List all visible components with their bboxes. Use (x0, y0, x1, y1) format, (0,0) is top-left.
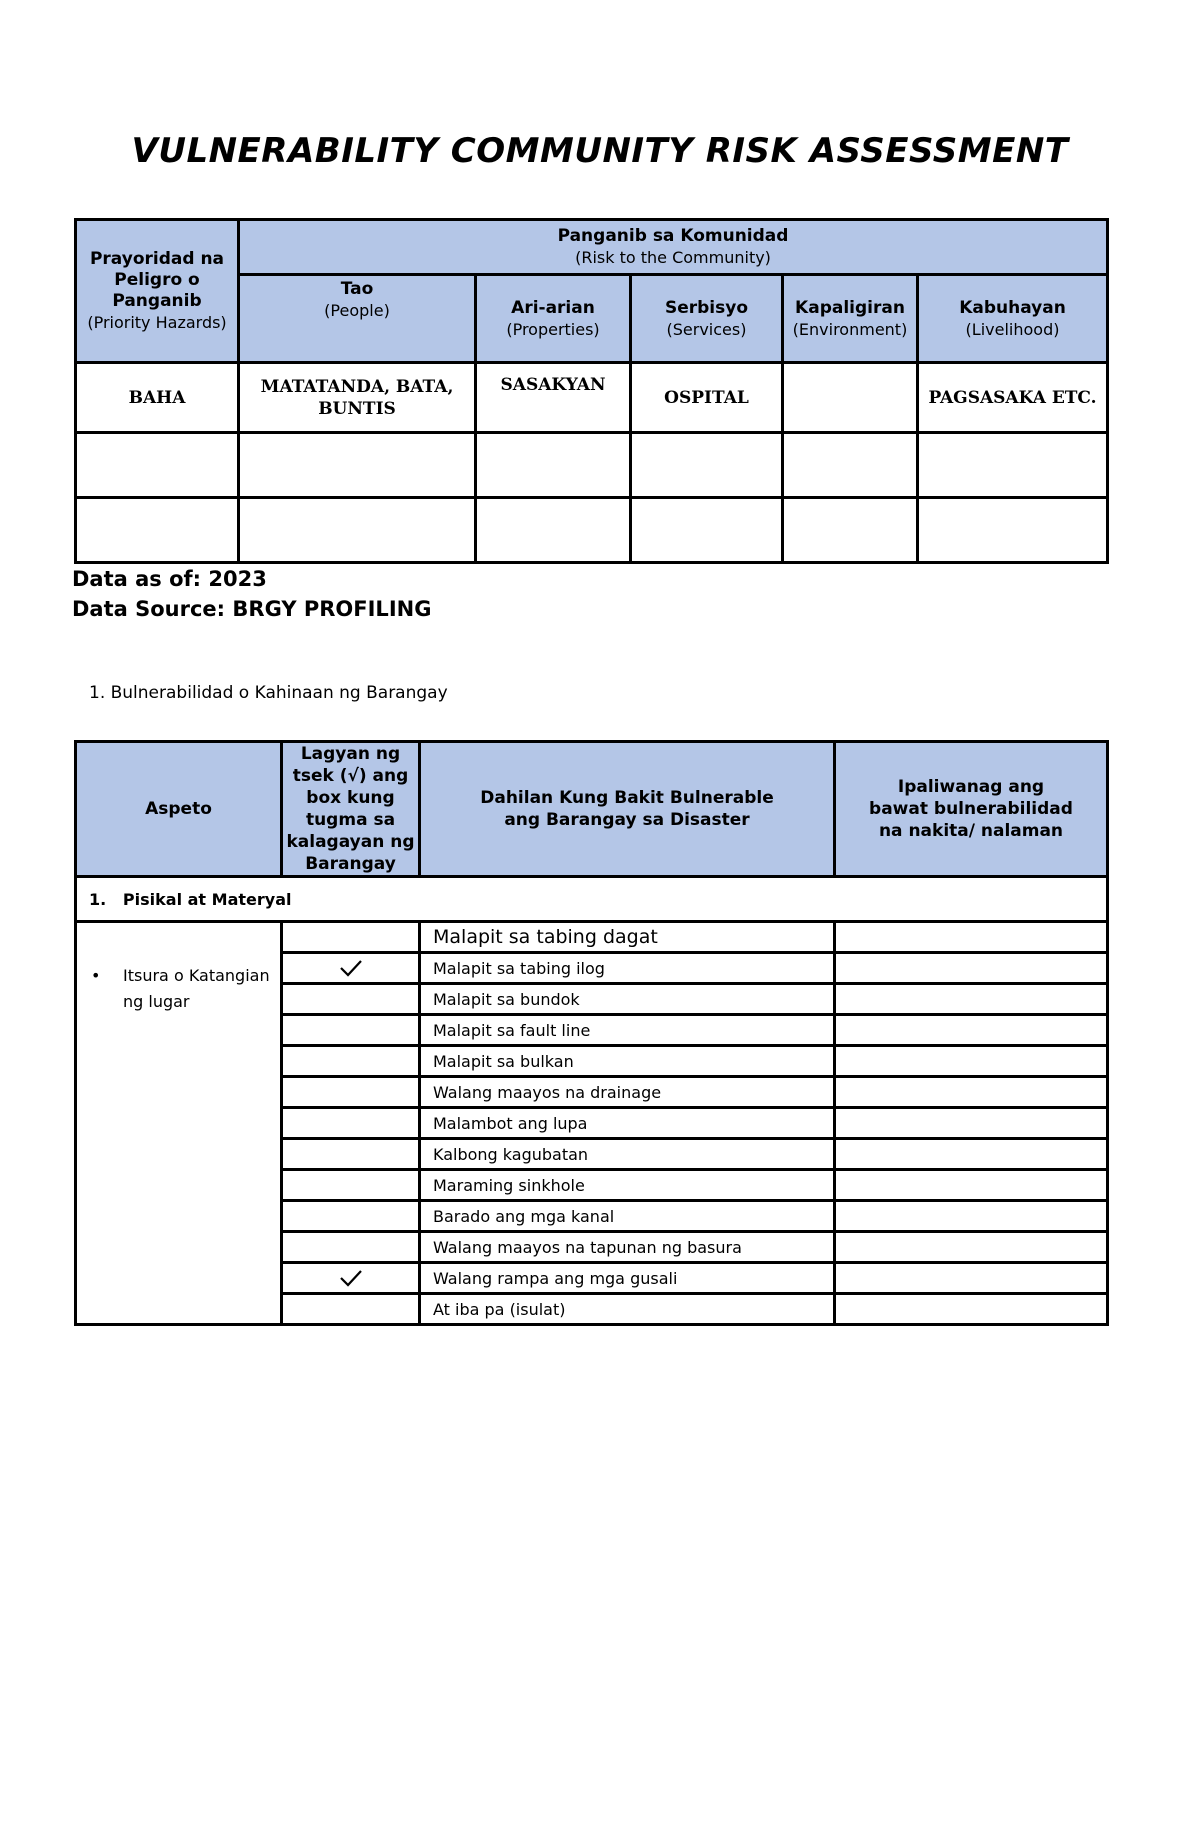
explanation-cell[interactable] (835, 984, 1108, 1015)
vulnerability-item-label: Malambot ang lupa (420, 1108, 835, 1139)
table-cell (631, 433, 783, 498)
table-row (76, 433, 1108, 498)
col-header-services: Serbisyo (Services) (631, 275, 783, 363)
bullet-icon: • (91, 966, 101, 985)
aspect-cell (76, 922, 282, 1325)
checkbox-cell[interactable] (282, 1201, 420, 1232)
vulnerability-item-label: Maraming sinkhole (420, 1170, 835, 1201)
vulnerability-item-label: Malapit sa fault line (420, 1015, 835, 1046)
vulnerability-item-label: Walang maayos na tapunan ng basura (420, 1232, 835, 1263)
explanation-cell[interactable] (835, 1046, 1108, 1077)
subsection-title: 1. Pisikal at Materyal (76, 877, 1108, 922)
checkbox-cell[interactable] (282, 1108, 420, 1139)
col-header-people: Tao (People) (239, 275, 476, 363)
table-cell (783, 363, 918, 433)
vulnerability-item-label: At iba pa (isulat) (420, 1294, 835, 1325)
table-cell: PAGSASAKA ETC. (918, 363, 1108, 433)
checkmark-icon (338, 958, 364, 978)
checkbox-cell[interactable] (282, 1077, 420, 1108)
checkbox-cell[interactable] (282, 953, 420, 984)
checkbox-cell[interactable] (282, 1232, 420, 1263)
aspect-bullet (77, 963, 280, 1015)
header-aspeto: Aspeto (76, 742, 282, 877)
table-cell: MATATANDA, BATA, BUNTIS (239, 363, 476, 433)
table-cell: BAHA (76, 363, 239, 433)
vulnerability-item-label: Malapit sa tabing dagat (420, 922, 835, 953)
community-risk-header: Panganib sa Komunidad (Risk to the Community) (239, 220, 1108, 275)
vulnerability-item-label: Barado ang mga kanal (420, 1201, 835, 1232)
table-cell (76, 498, 239, 563)
table-cell (476, 433, 631, 498)
checkbox-cell[interactable] (282, 922, 420, 953)
explanation-cell[interactable] (835, 922, 1108, 953)
table-cell (631, 498, 783, 563)
explanation-cell[interactable] (835, 1201, 1108, 1232)
data-as-of: Data as of: 2023 (72, 567, 267, 591)
table-cell: OSPITAL (631, 363, 783, 433)
risk-table (74, 218, 1109, 564)
table-row (76, 498, 1108, 563)
checkbox-cell[interactable] (282, 1294, 420, 1325)
table-cell: SASAKYAN (476, 363, 631, 433)
table-cell (239, 498, 476, 563)
explanation-cell[interactable] (835, 1015, 1108, 1046)
checkbox-cell[interactable] (282, 1015, 420, 1046)
table-cell (918, 433, 1108, 498)
table-cell (783, 433, 918, 498)
col-header-livelihood: Kabuhayan (Livelihood) (918, 275, 1108, 363)
priority-hazards-header: Prayoridad na Peligro o Panganib (Priority Hazards) (76, 220, 239, 363)
header-explanation: Ipaliwanag ang bawat bulnerabilidad na nakita/ nalaman (835, 742, 1108, 877)
explanation-cell[interactable] (835, 1294, 1108, 1325)
vulnerability-item-label: Kalbong kagubatan (420, 1139, 835, 1170)
section-title: 1. Bulnerabilidad o Kahinaan ng Barangay (89, 683, 448, 703)
vulnerability-item-label: Malapit sa bulkan (420, 1046, 835, 1077)
table-cell (783, 498, 918, 563)
table-cell (76, 433, 239, 498)
aspect-label: Itsura o Katangian ng lugar (123, 966, 270, 1011)
checkmark-icon (338, 1268, 364, 1288)
explanation-cell[interactable] (835, 953, 1108, 984)
vulnerability-item-label: Malapit sa bundok (420, 984, 835, 1015)
table-cell (476, 498, 631, 563)
explanation-cell[interactable] (835, 1139, 1108, 1170)
header-reason: Dahilan Kung Bakit Bulnerable ang Barangay sa Disaster (420, 742, 835, 877)
vulnerability-item-label: Walang maayos na drainage (420, 1077, 835, 1108)
table-row (76, 922, 1108, 953)
explanation-cell[interactable] (835, 1108, 1108, 1139)
checkbox-cell[interactable] (282, 1139, 420, 1170)
vulnerability-item-label: Walang rampa ang mga gusali (420, 1263, 835, 1294)
explanation-cell[interactable] (835, 1077, 1108, 1108)
table-cell (918, 498, 1108, 563)
explanation-cell[interactable] (835, 1263, 1108, 1294)
data-source: Data Source: BRGY PROFILING (72, 597, 432, 621)
checkbox-cell[interactable] (282, 1046, 420, 1077)
vulnerability-table (74, 740, 1109, 1326)
col-header-properties: Ari-arian (Properties) (476, 275, 631, 363)
table-row (76, 363, 1108, 433)
col-header-environment: Kapaligiran (Environment) (783, 275, 918, 363)
explanation-cell[interactable] (835, 1232, 1108, 1263)
checkbox-cell[interactable] (282, 1263, 420, 1294)
header-check: Lagyan ng tsek (√) ang box kung tugma sa kalagayan ng Barangay (282, 742, 420, 877)
page-title: VULNERABILITY COMMUNITY RISK ASSESSMENT (131, 131, 1069, 171)
explanation-cell[interactable] (835, 1170, 1108, 1201)
checkbox-cell[interactable] (282, 1170, 420, 1201)
vulnerability-item-label: Malapit sa tabing ilog (420, 953, 835, 984)
checkbox-cell[interactable] (282, 984, 420, 1015)
table-cell (239, 433, 476, 498)
